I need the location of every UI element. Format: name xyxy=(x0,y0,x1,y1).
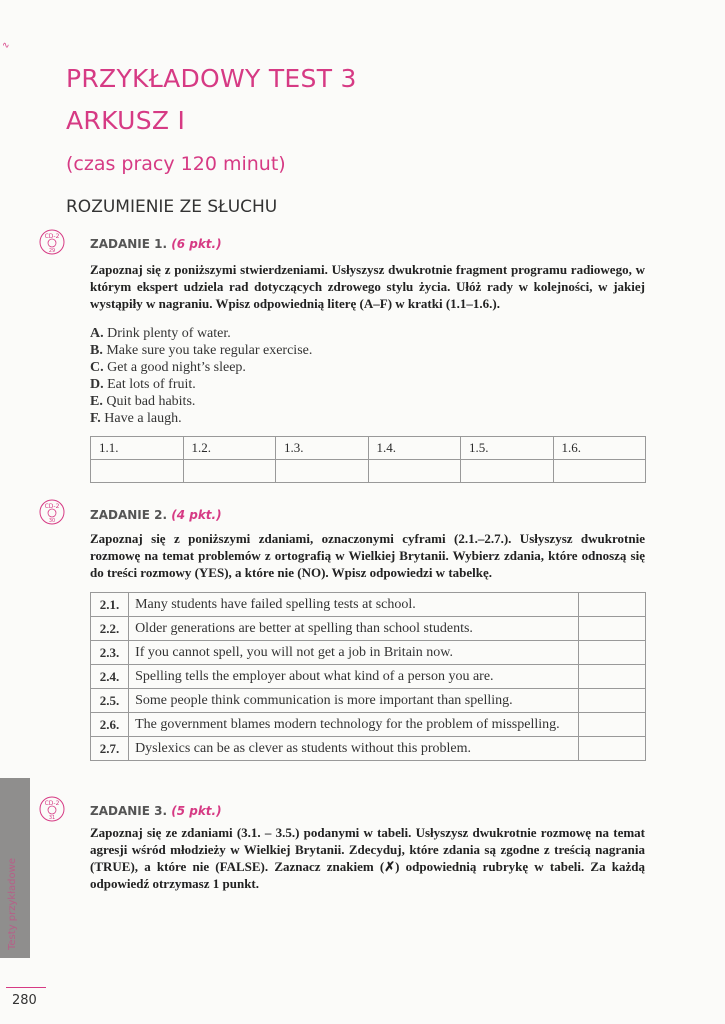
table-row xyxy=(91,689,646,713)
option-item xyxy=(90,342,312,359)
answer-box[interactable] xyxy=(553,460,646,483)
row-number: 2.3. xyxy=(91,641,129,665)
task-3-heading xyxy=(90,804,222,818)
corner-mark: ∿ xyxy=(2,40,10,50)
table-row xyxy=(91,665,646,689)
cd-label: CD-2 xyxy=(44,800,60,807)
task-points: (6 pkt.) xyxy=(171,237,222,251)
cd-label: CD-2 xyxy=(44,233,60,240)
answer-box[interactable] xyxy=(578,641,645,665)
option-text: Eat lots of fruit. xyxy=(107,377,196,392)
task-1-heading xyxy=(90,237,222,251)
page-rule xyxy=(6,987,46,988)
answer-col-header: 1.2. xyxy=(183,437,276,460)
row-statement: If you cannot spell, you will not get a job in Britain now. xyxy=(129,641,579,665)
task-heading-label: ZADANIE 3. xyxy=(90,804,168,818)
row-statement: Dyslexics can be as clever as students without this problem. xyxy=(129,737,579,761)
page-title-line1: PRZYKŁADOWY TEST 3 xyxy=(66,64,357,93)
row-statement: Some people think communication is more important than spelling. xyxy=(129,689,579,713)
table-row xyxy=(91,713,646,737)
table-row xyxy=(91,641,646,665)
task-2-table xyxy=(90,592,646,761)
task-heading-label: ZADANIE 2. xyxy=(90,508,168,522)
option-letter: C. xyxy=(90,360,104,375)
row-statement: The government blames modern technology for the problem of misspelling. xyxy=(129,713,579,737)
row-number: 2.2. xyxy=(91,617,129,641)
answer-box[interactable] xyxy=(368,460,461,483)
answer-box[interactable] xyxy=(578,737,645,761)
task-heading-label: ZADANIE 1. xyxy=(90,237,168,251)
cd-track: 30 xyxy=(48,518,56,524)
answer-col-header: 1.1. xyxy=(91,437,184,460)
task-1-answer-table xyxy=(90,436,646,483)
answer-col-header: 1.3. xyxy=(276,437,369,460)
task-3-instruction: Zapoznaj się ze zdaniami (3.1. – 3.5.) podanymi w tabeli. Usłyszysz dwukrotnie rozmowę na temat agresji wśród młodzieży w Wielkiej Brytanii. Zdecyduj, które zdania są zgodne z treścią nagrania (TRUE), a które nie (FALSE). Zaznacz znakiem (✗) odpowiednią rubrykę w tabeli. Za każdą odpowiedź otrzymasz 1 punkt. xyxy=(90,825,645,891)
answer-box[interactable] xyxy=(578,665,645,689)
option-item xyxy=(90,325,312,342)
row-statement: Older generations are better at spelling than school students. xyxy=(129,617,579,641)
page-title-line2: ARKUSZ I xyxy=(66,106,186,135)
answer-col-header: 1.6. xyxy=(553,437,646,460)
answer-box[interactable] xyxy=(578,593,645,617)
option-item xyxy=(90,359,312,376)
table-row xyxy=(91,617,646,641)
option-text: Get a good night’s sleep. xyxy=(107,360,246,375)
answer-box[interactable] xyxy=(276,460,369,483)
option-item xyxy=(90,376,312,393)
page-number: 280 xyxy=(12,993,37,1008)
option-item xyxy=(90,393,312,410)
cd-icon xyxy=(39,499,65,525)
option-letter: B. xyxy=(90,343,103,358)
option-text: Drink plenty of water. xyxy=(107,326,231,341)
answer-box[interactable] xyxy=(578,617,645,641)
answer-box[interactable] xyxy=(461,460,554,483)
row-statement: Many students have failed spelling tests at school. xyxy=(129,593,579,617)
row-number: 2.6. xyxy=(91,713,129,737)
answer-box[interactable] xyxy=(183,460,276,483)
cd-icon xyxy=(39,229,65,255)
task-2-heading xyxy=(90,508,222,522)
option-letter: A. xyxy=(90,326,104,341)
option-item xyxy=(90,410,312,427)
answer-box[interactable] xyxy=(578,689,645,713)
option-text: Quit bad habits. xyxy=(106,394,196,409)
table-row xyxy=(91,593,646,617)
answer-col-header: 1.4. xyxy=(368,437,461,460)
option-letter: F. xyxy=(90,411,101,426)
option-letter: D. xyxy=(90,377,104,392)
option-text: Have a laugh. xyxy=(104,411,182,426)
section-heading: ROZUMIENIE ZE SŁUCHU xyxy=(66,197,278,217)
row-number: 2.5. xyxy=(91,689,129,713)
answer-box[interactable] xyxy=(91,460,184,483)
task-2-instruction: Zapoznaj się z poniższymi zdaniami, oznaczonymi cyframi (2.1.–2.7.). Usłyszysz dwukrotnie rozmowę na temat problemów z ortografią w Wielkiej Brytanii. Wybierz zdania, które odnoszą się do treści rozmowy (YES), a które nie (NO). Wpisz odpowiedzi w tabelkę. xyxy=(90,531,645,580)
cd-label: CD-2 xyxy=(44,503,60,510)
answer-box[interactable] xyxy=(578,713,645,737)
row-number: 2.1. xyxy=(91,593,129,617)
option-text: Make sure you take regular exercise. xyxy=(106,343,313,358)
table-row xyxy=(91,737,646,761)
option-letter: E. xyxy=(90,394,103,409)
cd-track: 29 xyxy=(48,248,56,254)
side-tab-label: Testy przykładowe xyxy=(7,858,18,950)
task-points: (4 pkt.) xyxy=(171,508,222,522)
task-1-options xyxy=(90,325,312,427)
row-number: 2.7. xyxy=(91,737,129,761)
cd-icon xyxy=(39,796,65,822)
cd-track: 31 xyxy=(48,815,56,821)
row-statement: Spelling tells the employer about what kind of a person you are. xyxy=(129,665,579,689)
answer-col-header: 1.5. xyxy=(461,437,554,460)
row-number: 2.4. xyxy=(91,665,129,689)
task-1-instruction: Zapoznaj się z poniższymi stwierdzeniami. Usłyszysz dwukrotnie fragment programu radiowego, w którym ekspert udziela rad dotyczących zdrowego stylu życia. Ułóż rady w kolejności, w jakiej wystąpiły w nagraniu. Wpisz odpowiednią literę (A–F) w kratki (1.1–1.6.). xyxy=(90,262,645,311)
page-subtitle: (czas pracy 120 minut) xyxy=(66,153,286,175)
task-points: (5 pkt.) xyxy=(171,804,222,818)
